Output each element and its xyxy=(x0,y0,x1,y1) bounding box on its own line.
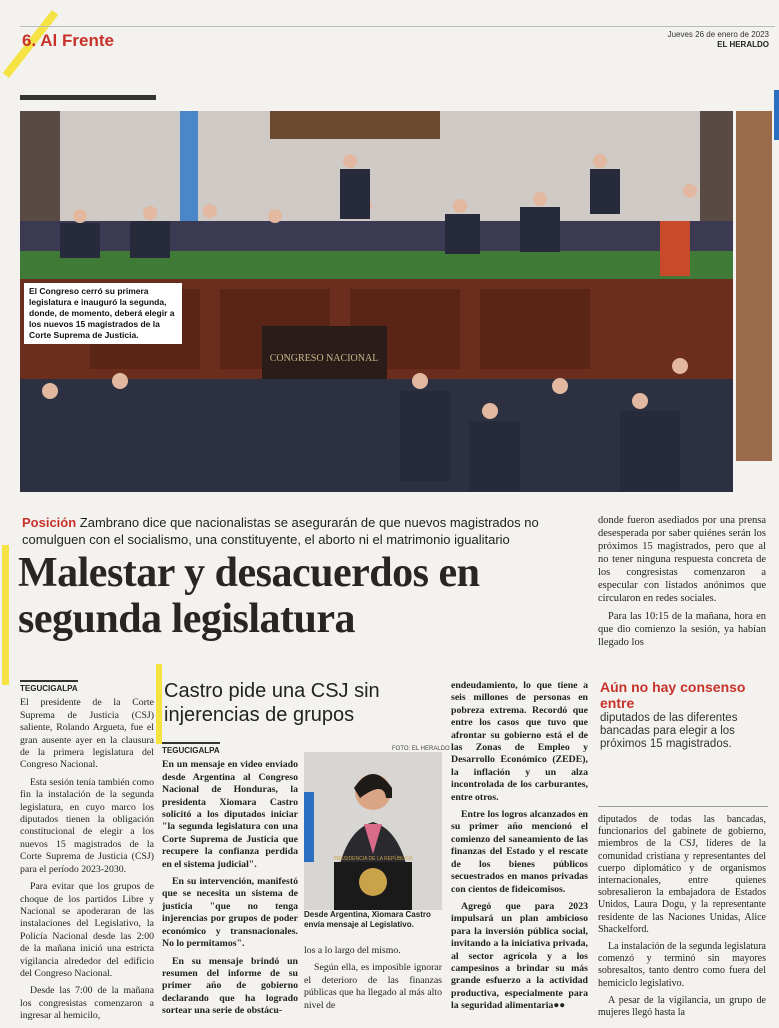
section-rule xyxy=(20,95,156,100)
highlighter-mark xyxy=(774,90,779,140)
paragraph: donde fueron asediados por una prensa desesperada por saber quiénes serán los próximos 15 magistrados, pero que al no tener ninguna respuesta concreta de los congresistas comenzaron a especular con listados anónimos que circularon en redes sociales. xyxy=(598,515,766,604)
sidebar-box-rule xyxy=(598,806,768,807)
sub-photo-caption: Desde Argentina, Xiomara Castro envía mensaje al Legislativo. xyxy=(304,910,431,929)
main-column-4-top xyxy=(598,514,766,654)
paragraph: La instalación de la segunda legislatura comenzó y terminó sin mayores sobresaltos, tanto dentro como fuera del hemiciclo legislativo. xyxy=(598,941,766,989)
kicker-text: Zambrano dice que nacionalistas se asegurarán de que nuevos magistrados no comulguen con el socialismo, una constituyente, el aborto ni el matrimonio igualitario xyxy=(22,515,539,547)
paragraph: Esta sesión tenía también como fin la instalación de la segunda legislatura, en cuyo marco los diputados tienen la obligación constitucional de elegir a los nuevos 15 magistrados de la Corte Suprema de Justicia (CSJ) para el período 2023-2030. xyxy=(20,776,154,875)
highlighter-mark xyxy=(156,664,162,744)
dateline: TEGUCIGALPA xyxy=(162,742,220,757)
highlighter-mark xyxy=(2,545,9,685)
paragraph: Para las 10:15 de la mañana, hora en que dio comienzo la sesión, ya habían llegado los xyxy=(598,611,766,648)
sidebar-box-title: Aún no hay consenso entre xyxy=(600,679,746,711)
paragraph: En su intervención, manifestó que se necesita un sistema de justicia "que no tenga injerencias por grupos de poder económico y transnacionales. No lo permitamos". xyxy=(162,876,298,950)
headline: Malestar y desacuerdos en segunda legislatura xyxy=(18,550,480,642)
sub-column-c xyxy=(451,680,588,1018)
paragraph: Entre los logros alcanzados en su primer año mencionó el comienzo del saneamiento de las finanzas del Estado y el rescate de los bienes públicos secuestrados en manos privadas con cientos de fideicomisos. xyxy=(451,809,588,895)
kicker xyxy=(22,514,587,548)
sub-column-b-bottom xyxy=(304,945,442,1017)
paragraph: Desde las 7:00 de la mañana los congresistas comenzaron a ingresar al hemicilo, xyxy=(20,985,154,1022)
paragraph-text: Agregó que para 2023 impulsará un plan ambicioso para la inversión pública social, invitando a la iniciativa privada, al sector agrícola y a los campesinos a brindar su más grande esfuerzo a la actividad productiva, especialmente para la seguridad alimentaria xyxy=(451,900,588,1012)
dateline: TEGUCIGALPA xyxy=(20,680,78,695)
paragraph: Para evitar que los grupos de choque de los partidos Libre y Nacional se apoderaran de las instalaciones del Legislativo, la Policía Nacional desde las 2:00 de la mañana inició una estricta vigilancia alrededor del edificio del Congreso Nacional. xyxy=(20,881,154,979)
issue-date: Jueves 26 de enero de 2023 xyxy=(667,30,769,39)
paragraph: Según ella, es imposible ignorar el deterioro de las finanzas públicas que ha llegado al más alto nivel de xyxy=(304,962,442,1011)
page-number: 6. xyxy=(22,31,37,50)
sidebar-box-body: diputados de las diferentes bancadas para elegir a los próximos 15 magistrados. xyxy=(600,712,738,750)
sub-column-a xyxy=(162,742,298,1023)
paragraph: A pesar de la vigilancia, un grupo de mujeres llegó hasta la xyxy=(598,994,766,1019)
paragraph: diputados de todas las bancadas, funcionarios del gabinete de gobierno, miembros de la CSJ, líderes de la comunidad cristiana y representantes del cuerpo diplomático y de organismos internacionales, entre quienes sobresalieron la embajadora de Estados Unidos, Laura Dogu, y la representante residente de las Naciones Unidas, Alice Shackelford. xyxy=(598,814,766,935)
end-mark: ●● xyxy=(553,1000,566,1012)
photo-credit: FOTO: EL HERALDO xyxy=(392,746,450,752)
paragraph: los a lo largo del mismo. xyxy=(304,945,401,956)
paragraph xyxy=(451,901,588,1013)
paragraph: En un mensaje en video enviado desde Argentina al Congreso Nacional de Honduras, la presidenta Xiomara Castro solicitó a los diputados iniciar "la segunda legislatura con una Corte Suprema de Justicia que recupere la confianza perdida en el sistema judicial". xyxy=(162,759,298,870)
paragraph: El presidente de la Corte Suprema de Justicia (CSJ) saliente, Rolando Argueta, fue el gran ausente ayer en la clausura de la primera legislatura del Congreso Nacional. xyxy=(20,697,154,771)
section-header xyxy=(22,31,114,51)
seal-text: PRESIDENCIA DE LA REPÚBLICA xyxy=(333,856,413,862)
main-column-1 xyxy=(20,680,154,1028)
paragraph: endeudamiento, lo que tiene a seis millones de personas en pobreza extrema. Recordó que entre los casos que tuvo que afrontar su gobierno está el de las Zonas de Empleo y Desarrollo Económico (ZEDE), la inflación y un alza incontrolada de los carburantes, entre otros. xyxy=(451,680,588,803)
sub-headline: Castro pide una CSJ sin injerencias de grupos xyxy=(164,680,380,726)
main-column-4-bottom xyxy=(598,814,766,1024)
paragraph: En su mensaje brindó un resumen del informe de su primer año de gobierno declarando que ha logrado sortear una serie de obstácu- xyxy=(162,955,298,1017)
newspaper-brand: EL HERALDO xyxy=(717,40,769,49)
kicker-label: Posición xyxy=(22,515,77,530)
photo-caption: El Congreso cerró su primera legislatura e inauguró la segunda, donde, de momento, deberá elegir a los nuevos 15 magistrados de la Corte Suprema de Justicia. xyxy=(24,283,182,344)
section-title: Al Frente xyxy=(40,31,114,50)
top-rule xyxy=(20,26,775,27)
castro-photo-illustration xyxy=(304,752,442,910)
castro-photo xyxy=(304,752,442,910)
podium-text: CONGRESO NACIONAL xyxy=(269,353,379,364)
side-photo xyxy=(736,111,772,461)
